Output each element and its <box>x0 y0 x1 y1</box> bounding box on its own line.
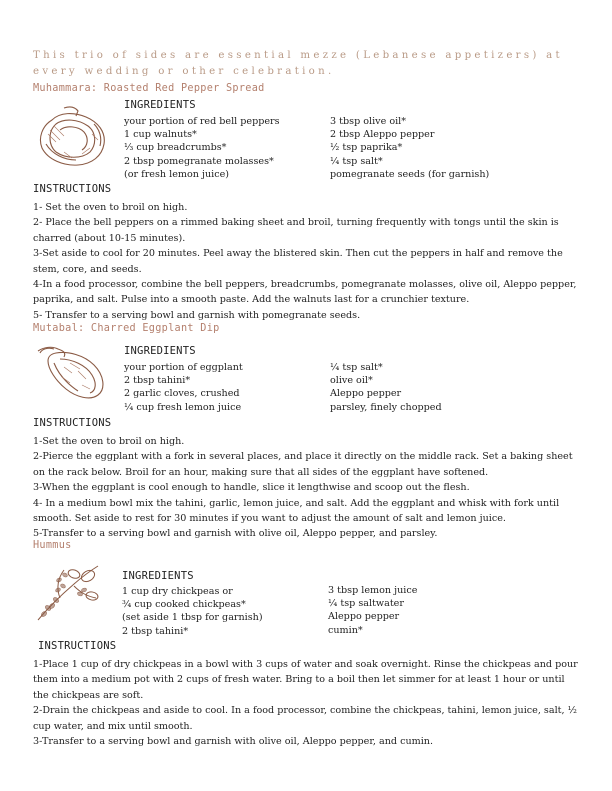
recipe-title-muhammara: Muhammara: Roasted Red Pepper Spread <box>33 83 265 94</box>
ingredient-item: 2 garlic cloves, crushed <box>124 388 240 400</box>
ingredient-item: olive oil* <box>330 375 373 387</box>
ingredient-item: (or fresh lemon juice) <box>124 168 229 180</box>
instruction-step: 2- Place the bell peppers on a rimmed baking sheet and broil, turning frequently with tongs until the skin is charred (about 10-15 minutes). <box>33 217 559 244</box>
instructions-heading: INSTRUCTIONS <box>33 183 112 195</box>
instructions-heading: INSTRUCTIONS <box>38 640 117 652</box>
recipe-title-hummus: Hummus <box>33 540 72 551</box>
ingredient-item: ¼ cup fresh lemon juice <box>124 401 242 413</box>
instruction-step: 5-Transfer to a serving bowl and garnish with olive oil, Aleppo pepper, and parsley. <box>33 528 438 540</box>
ingredient-item: Aleppo pepper <box>328 611 400 623</box>
ingredients-list-right <box>330 361 442 414</box>
instruction-step: 1-Set the oven to broil on high. <box>33 436 185 447</box>
ingredient-item: ⅓ cup breadcrumbs* <box>124 142 227 154</box>
ingredient-item: cumin* <box>328 624 363 636</box>
instruction-step: 1- Set the oven to broil on high. <box>33 202 188 213</box>
instruction-step: 1-Place 1 cup of dry chickpeas in a bowl with 3 cups of water and soak overnight. Rinse the chickpeas and pour them into a medium pot with 2 cups of fresh water. Bring to a boil then let simmer for at least 1 hour or until the chickpeas are soft. <box>33 659 578 701</box>
ingredient-item: ¾ cup cooked chickpeas* <box>122 599 246 611</box>
eggplant-icon <box>34 341 112 403</box>
ingredient-item: 1 cup walnuts* <box>124 129 197 141</box>
ingredient-item: 2 tbsp tahini* <box>124 375 191 387</box>
instruction-step: 3-When the eggplant is cool enough to handle, slice it lengthwise and scoop out the flesh. <box>33 482 470 494</box>
ingredient-item: 3 tbsp lemon juice <box>328 585 418 596</box>
ingredient-item: 2 tbsp tahini* <box>122 625 189 637</box>
ingredient-item: Aleppo pepper <box>330 388 402 400</box>
ingredient-item: ¼ tsp saltwater <box>328 598 404 610</box>
ingredient-item: ¼ tsp salt* <box>330 155 383 167</box>
intro-text: This trio of sides are essential mezze (Lebanese appetizers) at every wedding or other celebration. <box>33 50 563 77</box>
ingredient-item: pomegranate seeds (for garnish) <box>330 168 490 180</box>
instructions-heading: INSTRUCTIONS <box>33 417 112 429</box>
instruction-step: 5- Transfer to a serving bowl and garnish with pomegranate seeds. <box>33 309 361 321</box>
ingredients-heading: INGREDIENTS <box>124 99 196 111</box>
ingredients-list-left <box>122 585 263 638</box>
ingredient-item: (set aside 1 tbsp for garnish) <box>122 612 263 624</box>
instruction-step: 4-In a food processor, combine the bell peppers, breadcrumbs, pomegranate molasses, olive oil, Aleppo pepper, paprika, and salt. Pulse into a smooth paste. Add the walnuts last for a crunchier texture. <box>33 279 577 306</box>
ingredient-item: ½ tsp paprika* <box>330 142 403 154</box>
ingredient-item: your portion of eggplant <box>124 362 243 373</box>
ingredient-item: 1 cup dry chickpeas or <box>122 586 233 597</box>
ingredients-list-right <box>328 584 417 637</box>
ingredient-item: 2 tbsp Aleppo pepper <box>330 129 435 141</box>
ingredients-heading: INGREDIENTS <box>124 345 196 357</box>
ingredients-list-left <box>124 361 243 414</box>
chickpea-plant-icon <box>30 562 106 624</box>
ingredient-item: ¼ tsp salt* <box>330 362 383 373</box>
ingredients-heading: INGREDIENTS <box>122 570 194 582</box>
instruction-step: 2-Drain the chickpeas and aside to cool. In a food processor, combine the chickpeas, tahini, lemon juice, salt, ½ cup water, and mix until smooth. <box>33 705 577 732</box>
instructions-list <box>33 200 581 323</box>
instruction-step: 4- In a medium bowl mix the tahini, garlic, lemon juice, and salt. Add the eggplant and whisk with fork until smooth. Set aside to rest for 30 minutes if you want to adjust the amount of salt and lemon juice. <box>33 497 560 525</box>
ingredient-item: parsley, finely chopped <box>330 401 442 413</box>
recipe-title-mutabal: Mutabal: Charred Eggplant Dip <box>33 323 220 334</box>
instruction-step: 3-Transfer to a serving bowl and garnish with olive oil, Aleppo pepper, and cumin. <box>33 736 434 748</box>
instructions-list <box>33 657 581 749</box>
instructions-list <box>33 434 581 542</box>
instruction-step: 3-Set aside to cool for 20 minutes. Peel away the blistered skin. Then cut the peppers in half and remove the stem, core, and seeds. <box>33 248 563 275</box>
ingredient-item: 2 tbsp pomegranate molasses* <box>124 155 274 167</box>
ingredient-item: 3 tbsp olive oil* <box>330 116 407 127</box>
ingredients-list-right <box>330 115 489 181</box>
ingredients-list-left <box>124 115 280 181</box>
instruction-step: 2-Pierce the eggplant with a fork in several places, and place it directly on the middle rack. Set a baking sheet on the rack below. Broil for an hour, making sure that all sides of the eggplant have softened. <box>33 451 573 478</box>
red-bell-pepper-icon <box>34 104 112 170</box>
ingredient-item: your portion of red bell peppers <box>124 116 280 127</box>
